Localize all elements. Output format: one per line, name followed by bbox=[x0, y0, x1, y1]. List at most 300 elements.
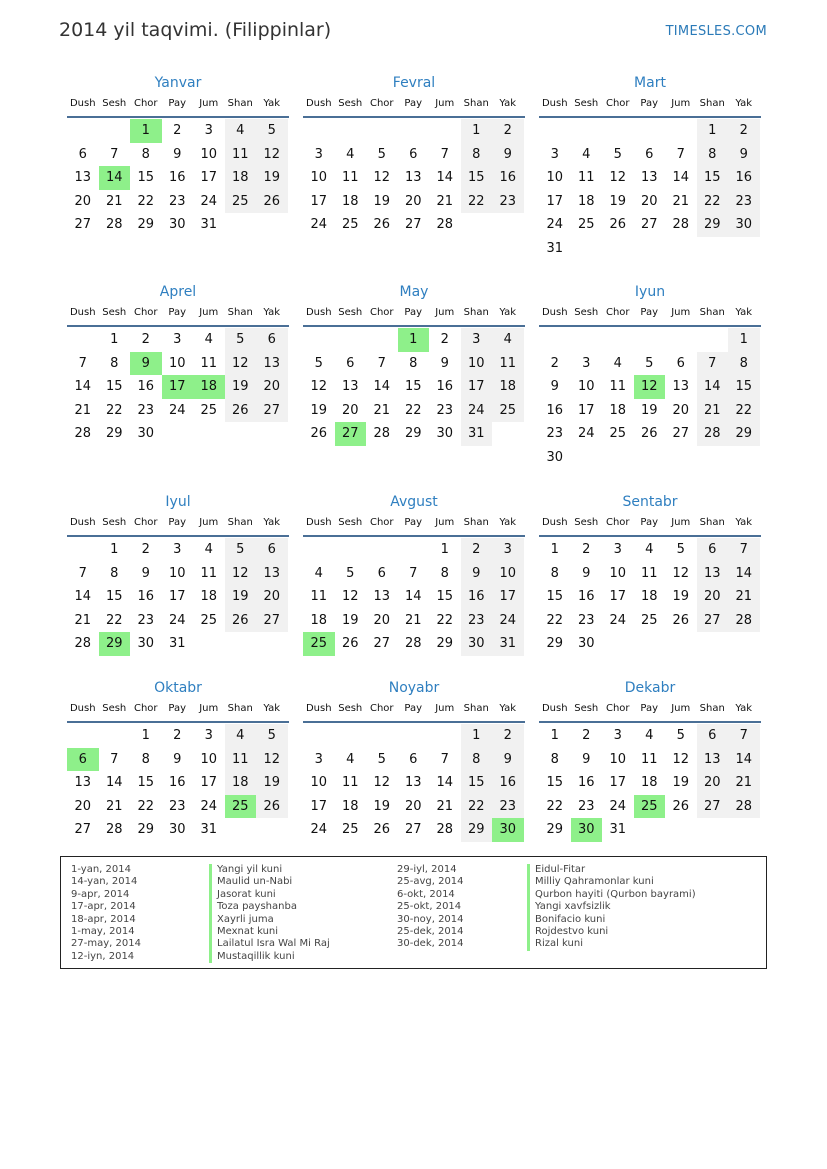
day-cell: 7 bbox=[440, 751, 449, 767]
day-cell: 30 bbox=[137, 636, 155, 651]
day-cell: 7 bbox=[78, 565, 87, 581]
day-cell: 26 bbox=[225, 399, 257, 423]
day-cell: 9 bbox=[582, 751, 591, 767]
day-cell: 21 bbox=[672, 193, 690, 209]
empty-cell bbox=[398, 724, 430, 748]
weekday-label: Shan bbox=[227, 703, 253, 714]
day-cell: 27 bbox=[697, 609, 729, 633]
day-cell: 23 bbox=[546, 426, 564, 441]
day-cell: 19 bbox=[373, 798, 391, 814]
weekday-label: Yak bbox=[735, 98, 753, 109]
day-cell: 22 bbox=[105, 612, 123, 628]
day-cell: 29 bbox=[137, 822, 155, 837]
day-cell: 7 bbox=[110, 751, 119, 767]
day-cell: 8 bbox=[550, 751, 559, 767]
day-cell: 28 bbox=[74, 426, 92, 441]
day-cell: 28 bbox=[672, 217, 690, 232]
legend-holiday-name: Rizal kuni bbox=[527, 938, 696, 950]
day-grid bbox=[539, 119, 761, 260]
weekday-label: Jum bbox=[199, 98, 219, 109]
day-cell: 16 bbox=[492, 771, 524, 795]
day-cell: 11 bbox=[225, 748, 257, 772]
day-cell: 18 bbox=[640, 775, 658, 790]
day-cell: 24 bbox=[310, 822, 328, 837]
day-grid bbox=[303, 328, 525, 446]
day-cell: 22 bbox=[436, 612, 454, 628]
day-cell: 17 bbox=[200, 775, 218, 790]
day-cell: 29 bbox=[436, 636, 454, 651]
holiday-legend bbox=[60, 856, 767, 969]
day-cell: 10 bbox=[609, 751, 627, 767]
day-cell: 8 bbox=[550, 565, 559, 581]
day-cell: 28 bbox=[728, 795, 760, 819]
day-cell: 19 bbox=[341, 612, 359, 628]
day-cell: 28 bbox=[404, 636, 422, 651]
day-cell: 30 bbox=[168, 217, 186, 232]
day-cell: 28 bbox=[105, 822, 123, 837]
day-cell: 24 bbox=[461, 399, 493, 423]
legend-date: 9-apr, 2014 bbox=[71, 888, 130, 900]
day-cell: 3 bbox=[550, 146, 559, 162]
weekday-label: Yak bbox=[263, 517, 281, 528]
weekday-label: Dush bbox=[541, 307, 568, 318]
day-cell: 31 bbox=[168, 636, 186, 651]
weekday-label: Shan bbox=[699, 307, 725, 318]
day-cell: 31 bbox=[546, 240, 564, 256]
holiday-day: 9 bbox=[130, 352, 162, 376]
day-cell: 12 bbox=[672, 751, 690, 767]
weekday-label: Chor bbox=[133, 703, 158, 714]
empty-cell bbox=[99, 724, 131, 748]
weekday-label: Pay bbox=[640, 517, 659, 528]
day-cell: 20 bbox=[404, 193, 422, 209]
month-mart bbox=[539, 72, 761, 260]
empty-cell bbox=[67, 724, 99, 748]
holiday-day: 25 bbox=[225, 795, 257, 819]
day-cell: 5 bbox=[676, 728, 685, 743]
day-cell: 10 bbox=[168, 355, 186, 371]
empty-cell bbox=[303, 119, 335, 143]
weekday-label: Pay bbox=[168, 98, 187, 109]
day-cell: 1 bbox=[461, 724, 493, 748]
empty-cell bbox=[539, 328, 571, 352]
day-cell: 23 bbox=[137, 402, 155, 418]
legend-date: 25-okt, 2014 bbox=[397, 901, 462, 913]
day-cell: 6 bbox=[409, 751, 418, 767]
day-cell: 2 bbox=[173, 123, 182, 138]
day-cell: 17 bbox=[310, 193, 328, 209]
weekday-header bbox=[539, 94, 761, 118]
day-cell: 11 bbox=[310, 589, 328, 604]
day-cell: 28 bbox=[436, 217, 454, 232]
holiday-day: 30 bbox=[492, 818, 524, 842]
empty-cell bbox=[366, 119, 398, 143]
weekday-label: Pay bbox=[168, 517, 187, 528]
weekday-label: Shan bbox=[463, 98, 489, 109]
day-cell: 24 bbox=[200, 193, 218, 209]
day-cell: 30 bbox=[137, 426, 155, 441]
day-cell: 9 bbox=[550, 379, 559, 394]
day-cell: 23 bbox=[168, 798, 186, 814]
day-cell: 9 bbox=[492, 748, 524, 772]
empty-cell bbox=[571, 119, 603, 143]
weekday-label: Yak bbox=[499, 517, 517, 528]
day-cell: 8 bbox=[110, 355, 119, 371]
day-grid bbox=[67, 119, 289, 237]
weekday-label: Chor bbox=[369, 517, 394, 528]
weekday-label: Chor bbox=[133, 98, 158, 109]
day-cell: 13 bbox=[404, 775, 422, 790]
day-cell: 24 bbox=[609, 612, 627, 628]
legend-date: 25-dek, 2014 bbox=[397, 925, 464, 937]
legend-holiday-name: Jasorat kuni bbox=[209, 889, 330, 901]
weekday-label: Pay bbox=[404, 703, 423, 714]
day-cell: 10 bbox=[200, 146, 218, 162]
weekday-label: Sesh bbox=[574, 98, 599, 109]
day-cell: 17 bbox=[609, 775, 627, 790]
weekday-label: Yak bbox=[735, 517, 753, 528]
empty-cell bbox=[634, 328, 666, 352]
empty-cell bbox=[335, 724, 367, 748]
day-cell: 8 bbox=[728, 352, 760, 376]
weekday-label: Pay bbox=[168, 307, 187, 318]
day-cell: 11 bbox=[341, 775, 359, 790]
day-cell: 2 bbox=[582, 728, 591, 743]
day-cell: 14 bbox=[728, 748, 760, 772]
day-cell: 25 bbox=[492, 399, 524, 423]
legend-date: 18-apr, 2014 bbox=[71, 913, 136, 925]
day-cell: 21 bbox=[697, 399, 729, 423]
day-cell: 15 bbox=[436, 589, 454, 604]
weekday-label: Jum bbox=[435, 98, 455, 109]
day-cell: 7 bbox=[728, 724, 760, 748]
day-cell: 12 bbox=[225, 562, 257, 586]
day-cell: 8 bbox=[141, 146, 150, 162]
day-cell: 4 bbox=[346, 146, 355, 162]
day-cell: 11 bbox=[492, 352, 524, 376]
day-cell: 31 bbox=[609, 822, 627, 837]
day-cell: 5 bbox=[256, 119, 288, 143]
legend-holiday-name: Bonifacio kuni bbox=[527, 914, 696, 926]
day-cell: 19 bbox=[225, 375, 257, 399]
day-cell: 29 bbox=[697, 213, 729, 237]
day-cell: 4 bbox=[346, 751, 355, 767]
day-cell: 15 bbox=[137, 170, 155, 185]
day-cell: 26 bbox=[256, 795, 288, 819]
day-cell: 16 bbox=[546, 402, 564, 418]
weekday-label: Sesh bbox=[338, 517, 363, 528]
weekday-label: Jum bbox=[671, 98, 691, 109]
day-cell: 22 bbox=[404, 402, 422, 418]
day-cell: 11 bbox=[577, 170, 595, 185]
day-cell: 24 bbox=[577, 426, 595, 441]
day-cell: 25 bbox=[200, 612, 218, 628]
day-cell: 25 bbox=[609, 426, 627, 441]
weekday-label: Chor bbox=[369, 703, 394, 714]
weekday-label: Dush bbox=[69, 98, 96, 109]
day-cell: 13 bbox=[672, 379, 690, 394]
day-cell: 15 bbox=[461, 166, 493, 190]
day-cell: 18 bbox=[225, 166, 257, 190]
weekday-label: Dush bbox=[69, 517, 96, 528]
weekday-label: Shan bbox=[699, 517, 725, 528]
month-iyun bbox=[539, 281, 761, 469]
day-cell: 5 bbox=[613, 146, 622, 162]
day-cell: 25 bbox=[577, 217, 595, 232]
month-name: Oktabr bbox=[154, 680, 202, 696]
day-cell: 20 bbox=[640, 193, 658, 209]
day-cell: 7 bbox=[377, 355, 386, 371]
day-cell: 29 bbox=[105, 426, 123, 441]
day-cell: 10 bbox=[577, 379, 595, 394]
month-name: Avgust bbox=[390, 494, 438, 510]
month-aprel bbox=[67, 281, 289, 446]
day-cell: 12 bbox=[373, 775, 391, 790]
day-cell: 28 bbox=[74, 636, 92, 651]
day-cell: 26 bbox=[373, 217, 391, 232]
month-fevral bbox=[303, 72, 525, 237]
day-cell: 20 bbox=[373, 612, 391, 628]
day-cell: 27 bbox=[74, 217, 92, 232]
day-grid bbox=[539, 538, 761, 656]
day-cell: 13 bbox=[74, 170, 92, 185]
empty-cell bbox=[602, 328, 634, 352]
legend-holiday-name: Rojdestvo kuni bbox=[527, 926, 696, 938]
day-cell: 26 bbox=[672, 798, 690, 814]
weekday-header bbox=[67, 303, 289, 327]
day-cell: 22 bbox=[697, 190, 729, 214]
day-cell: 23 bbox=[492, 190, 524, 214]
day-cell: 2 bbox=[728, 119, 760, 143]
day-cell: 28 bbox=[373, 426, 391, 441]
day-cell: 13 bbox=[404, 170, 422, 185]
day-cell: 22 bbox=[546, 612, 564, 628]
weekday-label: Yak bbox=[263, 98, 281, 109]
day-cell: 19 bbox=[256, 771, 288, 795]
day-cell: 2 bbox=[141, 542, 150, 557]
day-cell: 2 bbox=[141, 332, 150, 347]
day-cell: 16 bbox=[168, 775, 186, 790]
day-cell: 14 bbox=[672, 170, 690, 185]
weekday-label: Dush bbox=[69, 703, 96, 714]
day-cell: 15 bbox=[546, 775, 564, 790]
day-cell: 8 bbox=[461, 143, 493, 167]
weekday-label: Pay bbox=[640, 98, 659, 109]
day-cell: 23 bbox=[461, 609, 493, 633]
day-cell: 24 bbox=[492, 609, 524, 633]
weekday-label: Shan bbox=[463, 307, 489, 318]
day-cell: 16 bbox=[436, 379, 454, 394]
weekday-header bbox=[67, 699, 289, 723]
day-cell: 30 bbox=[546, 449, 564, 465]
day-cell: 21 bbox=[728, 771, 760, 795]
day-cell: 15 bbox=[697, 166, 729, 190]
day-cell: 16 bbox=[168, 170, 186, 185]
legend-holiday-name: Eidul-Fitar bbox=[527, 864, 696, 876]
month-avgust bbox=[303, 491, 525, 656]
weekday-header bbox=[303, 699, 525, 723]
weekday-label: Pay bbox=[404, 517, 423, 528]
weekday-label: Pay bbox=[404, 307, 423, 318]
holiday-day: 1 bbox=[130, 119, 162, 143]
day-cell: 16 bbox=[137, 589, 155, 604]
day-cell: 19 bbox=[609, 193, 627, 209]
day-cell: 4 bbox=[645, 728, 654, 743]
weekday-label: Sesh bbox=[102, 703, 127, 714]
weekday-label: Yak bbox=[735, 307, 753, 318]
day-cell: 24 bbox=[168, 612, 186, 628]
day-cell: 12 bbox=[373, 170, 391, 185]
day-cell: 27 bbox=[672, 426, 690, 441]
day-cell: 14 bbox=[728, 562, 760, 586]
day-grid bbox=[303, 724, 525, 842]
day-cell: 6 bbox=[697, 538, 729, 562]
weekday-label: Yak bbox=[263, 703, 281, 714]
day-cell: 9 bbox=[173, 146, 182, 162]
day-cell: 13 bbox=[697, 748, 729, 772]
day-cell: 8 bbox=[141, 751, 150, 767]
day-cell: 3 bbox=[204, 728, 213, 743]
day-cell: 3 bbox=[314, 751, 323, 767]
day-cell: 29 bbox=[728, 422, 760, 446]
day-cell: 11 bbox=[341, 170, 359, 185]
day-cell: 11 bbox=[640, 565, 658, 581]
day-cell: 13 bbox=[341, 379, 359, 394]
day-cell: 29 bbox=[461, 818, 493, 842]
day-cell: 21 bbox=[436, 798, 454, 814]
day-cell: 18 bbox=[341, 193, 359, 209]
day-cell: 27 bbox=[404, 822, 422, 837]
day-cell: 27 bbox=[697, 795, 729, 819]
day-cell: 15 bbox=[461, 771, 493, 795]
weekday-label: Chor bbox=[369, 98, 394, 109]
weekday-label: Chor bbox=[369, 307, 394, 318]
day-cell: 5 bbox=[346, 565, 355, 581]
day-cell: 10 bbox=[609, 565, 627, 581]
site-link[interactable]: TIMESLES.COM bbox=[665, 24, 767, 39]
holiday-day: 1 bbox=[398, 328, 430, 352]
day-cell: 10 bbox=[310, 170, 328, 185]
weekday-label: Chor bbox=[133, 517, 158, 528]
day-cell: 13 bbox=[256, 562, 288, 586]
day-cell: 29 bbox=[546, 822, 564, 837]
day-cell: 7 bbox=[728, 538, 760, 562]
day-cell: 2 bbox=[461, 538, 493, 562]
day-cell: 6 bbox=[346, 355, 355, 371]
day-cell: 6 bbox=[697, 724, 729, 748]
day-cell: 21 bbox=[74, 612, 92, 628]
day-cell: 21 bbox=[404, 612, 422, 628]
weekday-label: Shan bbox=[699, 703, 725, 714]
weekday-label: Chor bbox=[605, 307, 630, 318]
day-cell: 30 bbox=[728, 213, 760, 237]
day-cell: 11 bbox=[640, 751, 658, 767]
day-cell: 8 bbox=[461, 748, 493, 772]
day-cell: 15 bbox=[105, 379, 123, 394]
holiday-day: 14 bbox=[99, 166, 131, 190]
weekday-label: Pay bbox=[640, 307, 659, 318]
day-cell: 13 bbox=[373, 589, 391, 604]
day-cell: 12 bbox=[225, 352, 257, 376]
day-cell: 8 bbox=[697, 143, 729, 167]
legend-date: 6-okt, 2014 bbox=[397, 888, 455, 900]
legend-holiday-name: Qurbon hayiti (Qurbon bayrami) bbox=[527, 889, 696, 901]
day-cell: 17 bbox=[546, 193, 564, 209]
day-cell: 31 bbox=[461, 422, 493, 446]
day-cell: 12 bbox=[341, 589, 359, 604]
day-cell: 4 bbox=[492, 328, 524, 352]
day-cell: 3 bbox=[582, 355, 591, 371]
empty-cell bbox=[303, 724, 335, 748]
month-name: Fevral bbox=[392, 75, 436, 91]
legend-holiday-name: Yangi yil kuni bbox=[209, 864, 330, 876]
weekday-label: Jum bbox=[671, 307, 691, 318]
day-cell: 8 bbox=[409, 355, 418, 371]
day-cell: 4 bbox=[613, 355, 622, 371]
month-yanvar bbox=[67, 72, 289, 237]
day-cell: 11 bbox=[609, 379, 627, 394]
day-cell: 14 bbox=[404, 589, 422, 604]
month-dekabr bbox=[539, 677, 761, 842]
day-cell: 10 bbox=[310, 775, 328, 790]
legend-holiday-name: Xayrli juma bbox=[209, 914, 330, 926]
day-cell: 8 bbox=[110, 565, 119, 581]
month-name: May bbox=[399, 284, 429, 300]
weekday-label: Sesh bbox=[574, 703, 599, 714]
day-cell: 1 bbox=[141, 728, 150, 743]
day-cell: 7 bbox=[409, 565, 418, 581]
empty-cell bbox=[335, 328, 367, 352]
day-cell: 6 bbox=[676, 355, 685, 371]
day-cell: 14 bbox=[74, 589, 92, 604]
day-cell: 25 bbox=[225, 190, 257, 214]
day-cell: 19 bbox=[310, 402, 328, 418]
day-cell: 18 bbox=[225, 771, 257, 795]
day-cell: 31 bbox=[200, 822, 218, 837]
weekday-label: Jum bbox=[435, 307, 455, 318]
day-cell: 26 bbox=[640, 426, 658, 441]
weekday-header bbox=[303, 303, 525, 327]
day-cell: 25 bbox=[341, 217, 359, 232]
weekday-label: Shan bbox=[463, 703, 489, 714]
day-grid bbox=[67, 538, 289, 656]
weekday-label: Yak bbox=[499, 703, 517, 714]
day-cell: 6 bbox=[409, 146, 418, 162]
weekday-label: Sesh bbox=[574, 517, 599, 528]
day-cell: 21 bbox=[105, 193, 123, 209]
day-cell: 23 bbox=[168, 193, 186, 209]
day-cell: 14 bbox=[697, 375, 729, 399]
legend-holiday-name: Toza payshanba bbox=[209, 901, 330, 913]
empty-cell bbox=[67, 328, 99, 352]
day-cell: 7 bbox=[676, 146, 685, 162]
day-cell: 2 bbox=[582, 542, 591, 557]
day-cell: 20 bbox=[697, 771, 729, 795]
day-cell: 20 bbox=[672, 402, 690, 418]
day-cell: 16 bbox=[728, 166, 760, 190]
empty-cell bbox=[398, 119, 430, 143]
day-cell: 24 bbox=[546, 217, 564, 232]
legend-names-2 bbox=[527, 864, 696, 951]
day-cell: 16 bbox=[577, 589, 595, 604]
empty-cell bbox=[366, 724, 398, 748]
day-cell: 31 bbox=[200, 217, 218, 232]
day-cell: 25 bbox=[640, 612, 658, 628]
day-cell: 5 bbox=[676, 542, 685, 557]
weekday-label: Pay bbox=[168, 703, 187, 714]
day-cell: 26 bbox=[256, 190, 288, 214]
day-cell: 19 bbox=[256, 166, 288, 190]
